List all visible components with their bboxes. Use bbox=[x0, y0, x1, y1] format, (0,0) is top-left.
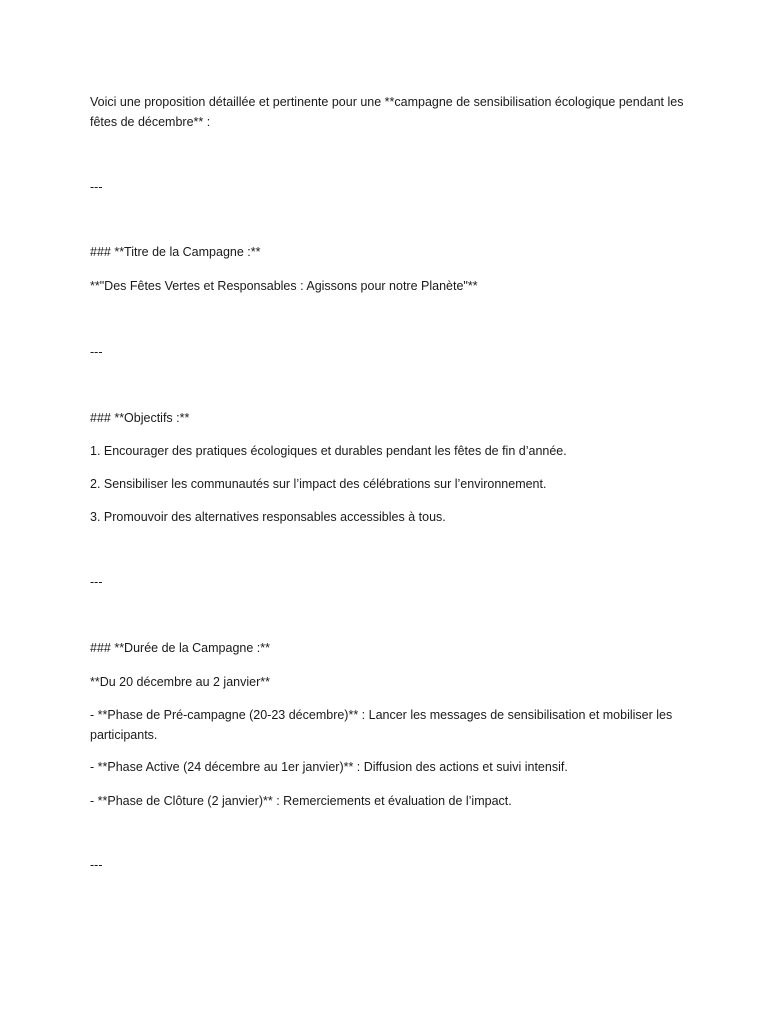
campaign-title: **"Des Fêtes Vertes et Responsables : Agissons pour notre Planète"** bbox=[90, 279, 478, 293]
objective-item: 2. Sensibiliser les communautés sur l’impact des célébrations sur l’environnement. bbox=[90, 477, 547, 491]
objective-item: 1. Encourager des pratiques écologiques et durables pendant les fêtes de fin d’année. bbox=[90, 444, 567, 458]
duration-value: **Du 20 décembre au 2 janvier** bbox=[90, 675, 270, 689]
duration-heading: ### **Durée de la Campagne :** bbox=[90, 641, 270, 655]
separator: --- bbox=[90, 575, 103, 589]
intro-paragraph: Voici une proposition détaillée et pertinente pour une **campagne de sensibilisation écologique pendant les fêtes de décembre** : bbox=[90, 95, 684, 129]
separator: --- bbox=[90, 345, 103, 359]
phase-item: - **Phase Active (24 décembre au 1er janvier)** : Diffusion des actions et suivi intensif. bbox=[90, 760, 568, 774]
objective-item: 3. Promouvoir des alternatives responsables accessibles à tous. bbox=[90, 510, 446, 524]
phase-item: - **Phase de Clôture (2 janvier)** : Remerciements et évaluation de l’impact. bbox=[90, 794, 512, 808]
separator: --- bbox=[90, 180, 103, 194]
phase-item: - **Phase de Pré-campagne (20-23 décembre)** : Lancer les messages de sensibilisation et mobiliser les participants. bbox=[90, 708, 673, 742]
separator: --- bbox=[90, 858, 103, 872]
title-heading: ### **Titre de la Campagne :** bbox=[90, 245, 261, 259]
objectives-heading: ### **Objectifs :** bbox=[90, 411, 190, 425]
